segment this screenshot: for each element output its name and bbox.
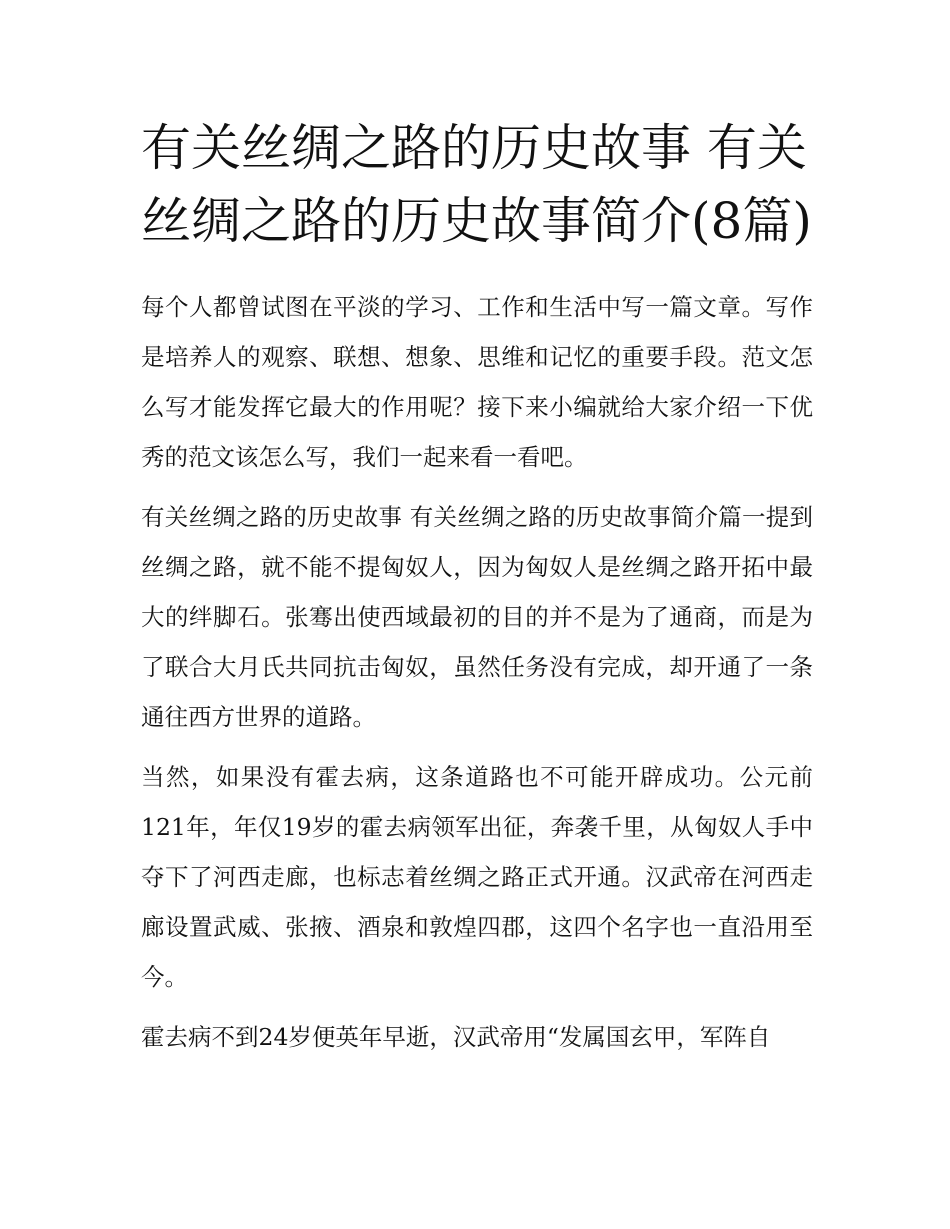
paragraph-part-one: 有关丝绸之路的历史故事 有关丝绸之路的历史故事简介篇一提到丝绸之路，就不能不提匈奴人，因为匈奴人是丝绸之路开拓中最大的绊脚石。张骞出使西域最初的目的并不是为了通商，而是为了联合大月氏共同抗击匈奴，虽然任务没有完成，却开通了一条通往西方世界的道路。 [141, 503, 813, 731]
paragraph-huo-qubing: 当然，如果没有霍去病，这条道路也不可能开辟成功。公元前121年，年仅19岁的霍去病领军出征，奔袭千里，从匈奴人手中夺下了河西走廊，也标志着丝绸之路正式开通。汉武帝在河西走廊设置武威、张掖、酒泉和敦煌四郡，这四个名字也一直沿用至今。 [141, 763, 813, 991]
document-body [141, 282, 813, 1062]
paragraph-intro: 每个人都曾试图在平淡的学习、工作和生活中写一篇文章。写作是培养人的观察、联想、想象、思维和记忆的重要手段。范文怎么写才能发挥它最大的作用呢？接下来小编就给大家介绍一下优秀的范文该怎么写，我们一起来看一看吧。 [141, 293, 813, 471]
document-title: 有关丝绸之路的历史故事 有关丝绸之路的历史故事简介(8篇) [141, 119, 812, 250]
document-page [141, 112, 813, 1072]
paragraph-continued: 霍去病不到24岁便英年早逝，汉武帝用“发属国玄甲，军阵自 [141, 1023, 771, 1051]
